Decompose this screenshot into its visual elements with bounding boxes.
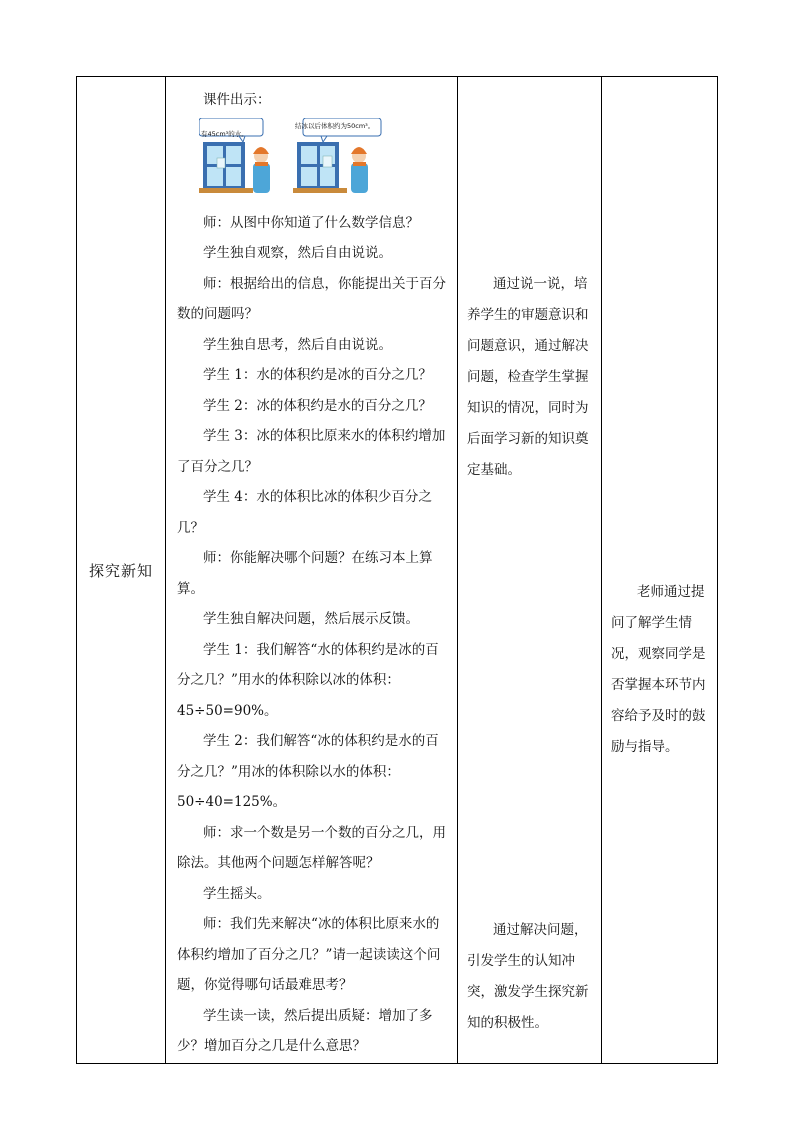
column-divider: [165, 77, 166, 1063]
intent-text: 通过说一说，培养学生的审题意识和问题意识，通过解决问题，检查学生掌握知识的情况，同时为后面学习新的知识奠定基础。: [467, 276, 589, 478]
design-intent-2: [459, 915, 599, 1039]
intro-text: 课件出示：: [203, 92, 271, 108]
paragraph: 学生独自观察，然后自由说说。: [203, 245, 392, 261]
section-topic: 探究新知: [88, 561, 153, 580]
paragraph: 学生独自思考，然后自由说说。: [203, 336, 392, 353]
paragraph: 学生 1：我们解答“水的体积约是冰的百分之几？”用水的体积除以冰的体积：45÷50=90%。: [177, 641, 439, 719]
paragraph: 师：我们先来解决“冰的体积比原来水的体积约增加了百分之几？”请一起读读这个问题，你觉得哪句话最难思考？: [177, 916, 441, 993]
column-divider: [457, 77, 458, 1063]
paragraph: 师：从图中你知道了什么数学信息？: [203, 214, 419, 231]
evaluation-note: [603, 577, 717, 763]
speech-bubble-right: 结冰以后体积约为50cm³。: [295, 122, 375, 130]
speech-bubble-left: 有45cm³的水。: [201, 130, 248, 138]
column-divider: [601, 77, 602, 1063]
paragraph: 学生读一读，然后提出质疑：增加了多少？增加百分之几是什么意思？: [177, 1007, 433, 1054]
teaching-process: [167, 85, 457, 1062]
paragraph: 师：你能解决哪个问题？在练习本上算算。: [177, 550, 433, 597]
paragraph: 学生摇头。: [203, 885, 271, 902]
paragraph: 师：求一个数是另一个数的百分之几，用除法。其他两个问题怎样解答呢？: [177, 824, 446, 871]
paragraph: 学生 1：水的体积约是冰的百分之几？: [203, 367, 432, 383]
paragraph: 师：根据给出的信息，你能提出关于百分数的问题吗？: [177, 275, 446, 322]
paragraph: 学生 2：冰的体积约是水的百分之几？: [203, 397, 432, 414]
intent-text: 通过解决问题，引发学生的认知冲突，激发学生探究新知的积极性。: [467, 922, 589, 1031]
design-intent-1: [459, 269, 599, 486]
lesson-table: [76, 76, 718, 1064]
evaluation-text: 老师通过提问了解学生情况，观察同学是否掌握本环节内容给予及时的鼓励与指导。: [611, 584, 706, 755]
paragraph: 学生 4：水的体积比冰的体积少百分之几？: [177, 489, 432, 536]
paragraph: 学生独自解决问题，然后展示反馈。: [203, 611, 419, 627]
paragraph: 学生 2：我们解答“冰的体积约是水的百分之几？”用冰的体积除以水的体积：50÷40=125%。: [177, 733, 439, 810]
paragraph: 学生 3：冰的体积比原来水的体积约增加了百分之几？: [177, 428, 446, 475]
